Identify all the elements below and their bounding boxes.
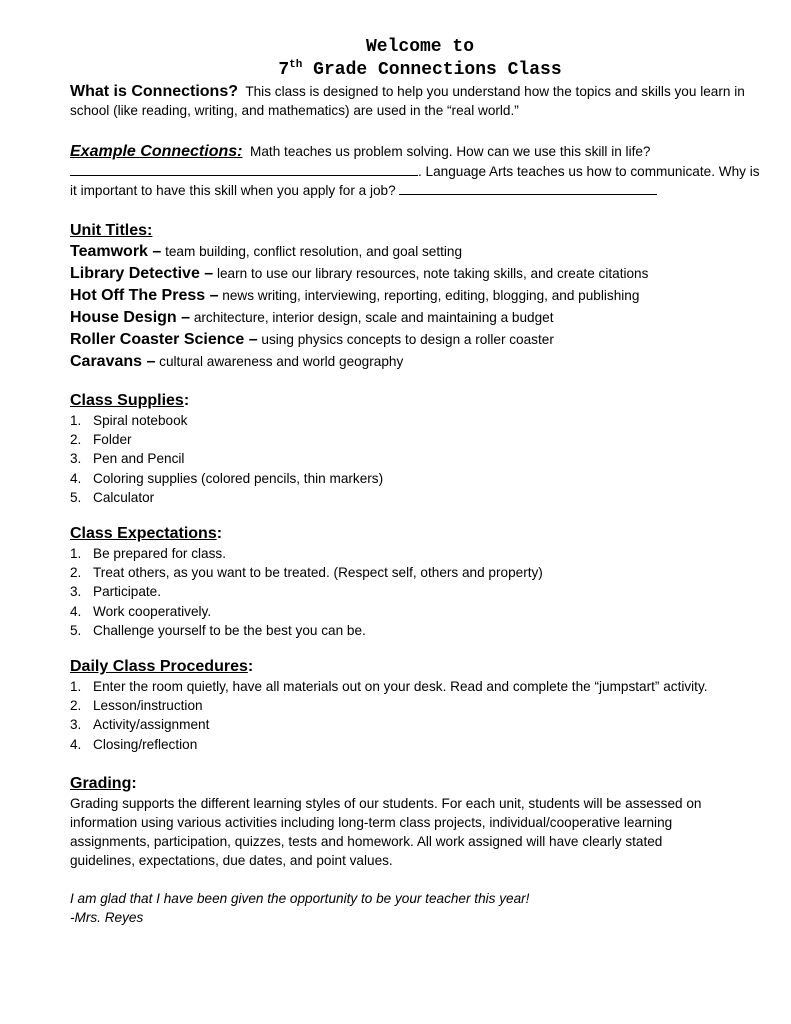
closing-line: I am glad that I have been given the opportunity to be your teacher this year! bbox=[70, 890, 530, 906]
unit-name: Hot Off The Press – bbox=[70, 287, 219, 305]
unit-desc: team building, conflict resolution, and goal setting bbox=[165, 244, 463, 260]
list-item: 3. Participate. bbox=[70, 584, 162, 600]
document-page bbox=[70, 36, 770, 927]
example-label: Example Connections: bbox=[70, 143, 243, 161]
grade-suffix: th bbox=[289, 59, 303, 71]
list-item: 3. Activity/assignment bbox=[70, 717, 210, 733]
intro-text: This class is designed to help you understand how the topics and skills you learn in school (like reading, writing, and mathematics) are used in the “real world.” bbox=[70, 84, 745, 119]
list-item: 1. Be prepared for class. bbox=[70, 546, 226, 562]
list-item: 2. Lesson/instruction bbox=[70, 698, 203, 714]
list-item: 4. Coloring supplies (colored pencils, thin markers) bbox=[70, 470, 384, 486]
intro-question: What is Connections? bbox=[70, 83, 238, 100]
unit-item bbox=[70, 285, 770, 307]
title-line-2-rest: Grade Connections Class bbox=[302, 60, 562, 80]
list-item: 5. Challenge yourself to be the best you can be. bbox=[70, 622, 366, 638]
list-item: 4. Work cooperatively. bbox=[70, 603, 212, 619]
example-text-1: Math teaches us problem solving. How can we use this skill in life? bbox=[250, 144, 651, 160]
unit-name: Roller Coaster Science – bbox=[70, 331, 258, 349]
page-title bbox=[70, 36, 770, 82]
unit-item bbox=[70, 241, 770, 263]
expectations-section bbox=[70, 524, 770, 640]
unit-item bbox=[70, 263, 770, 285]
unit-desc: news writing, interviewing, reporting, editing, blogging, and publishing bbox=[222, 288, 640, 304]
example-paragraph bbox=[70, 142, 770, 200]
list-item: 1. Enter the room quietly, have all materials out on your desk. Read and complete the “jumpstart” activity. bbox=[70, 679, 708, 695]
unit-desc: architecture, interior design, scale and maintaining a budget bbox=[193, 310, 554, 326]
title-line-1: Welcome to bbox=[365, 37, 475, 57]
closing-note bbox=[70, 889, 770, 927]
unit-desc: using physics concepts to design a roller coaster bbox=[261, 332, 554, 348]
list-item: 3. Pen and Pencil bbox=[70, 451, 185, 467]
grading-heading: Grading: bbox=[70, 774, 137, 792]
unit-desc: cultural awareness and world geography bbox=[159, 354, 404, 370]
list-item: 4. Closing/reflection bbox=[70, 736, 198, 752]
procedures-list bbox=[70, 677, 770, 754]
intro-paragraph bbox=[70, 82, 770, 120]
answer-blank-2[interactable] bbox=[399, 183, 657, 195]
list-item: 5. Calculator bbox=[70, 489, 155, 505]
grading-paragraph: Grading supports the different learning styles of our students. For each unit, students will be assessed on information using various activities including long-term class projects, individual/cooperative learning assignments, participation, quizzes, tests and homework. All work assigned will have clearly stated guidelines, expectations, due dates, and point values. bbox=[70, 795, 702, 869]
list-item: 2. Treat others, as you want to be treated. (Respect self, others and property) bbox=[70, 565, 543, 581]
procedures-heading: Daily Class Procedures: bbox=[70, 658, 254, 676]
answer-blank-1[interactable] bbox=[70, 164, 418, 176]
unit-desc: learn to use our library resources, note taking skills, and create citations bbox=[216, 266, 649, 282]
list-item: 2. Folder bbox=[70, 432, 132, 448]
unit-item bbox=[70, 307, 770, 329]
unit-name: Library Detective – bbox=[70, 265, 214, 283]
signature-line: -Mrs. Reyes bbox=[70, 909, 144, 925]
procedures-section bbox=[70, 657, 770, 754]
expectations-list bbox=[70, 544, 770, 640]
grade-number: 7 bbox=[278, 60, 290, 80]
unit-item bbox=[70, 351, 770, 373]
unit-name: House Design – bbox=[70, 309, 191, 327]
supplies-list bbox=[70, 411, 770, 507]
list-item: 1. Spiral notebook bbox=[70, 413, 188, 429]
supplies-section bbox=[70, 391, 770, 507]
expectations-heading: Class Expectations: bbox=[70, 525, 223, 543]
supplies-heading: Class Supplies: bbox=[70, 392, 190, 410]
title-line-2 bbox=[70, 59, 770, 82]
unit-item bbox=[70, 329, 770, 351]
example-text-2: . Language Arts teaches us how to communicate. Why is it important to have this skill when you apply for a job? bbox=[70, 163, 760, 198]
unit-name: Teamwork – bbox=[70, 243, 162, 261]
unit-titles-section bbox=[70, 221, 770, 373]
unit-titles-heading: Unit Titles: bbox=[70, 222, 153, 240]
unit-name: Caravans – bbox=[70, 353, 156, 371]
grading-section bbox=[70, 774, 770, 871]
